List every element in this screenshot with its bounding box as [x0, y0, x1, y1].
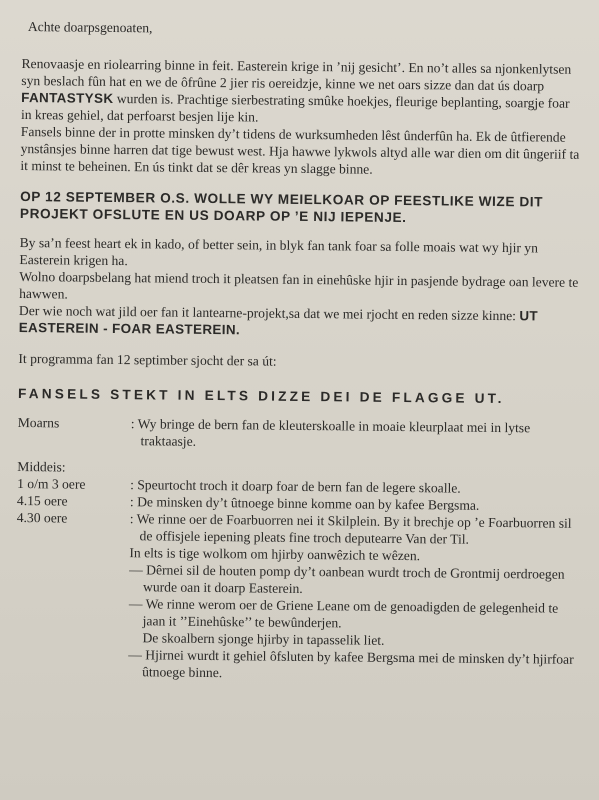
detail-pump: — Dêrnei sil de houten pomp dy’t oanbean wurdt troch de Grontmij oerdroegen wurde oan it doarp Easterein. [129, 562, 565, 596]
flag-heading: FANSELS STEKT IN ELTS DIZZE DEI DE FLAGGE UT. [17, 385, 505, 407]
schedule-label: Middeis: [17, 458, 66, 475]
paragraph-gift: By sa’n feest heart ek in kado, of better sein, in blyk fan tank foar sa folle moais wat wy hjir yn Easterein krigen ha. [19, 234, 539, 269]
announcement-heading: OP 12 SEPTEMBER O.S. WOLLE WY MEIELKOAR OP FEESTLIKE WIZE DIT PROJEKT OFSLUTE EN US DOARP OP ’E NIJ IEPENJE. [19, 188, 544, 226]
schedule-label: 4.30 oere [16, 509, 68, 526]
program-intro: It programma fan 12 septimber sjocht der sa út: [18, 350, 277, 369]
motto-emphasis: UT EASTEREIN - FOAR EASTEREIN. [18, 308, 539, 338]
detail-children-sing: De skoalbern sjonge hjirby in tapasselik liet. [142, 630, 385, 648]
paragraph-renovation-text-a: Renovaasje en riolearring binne in feit. Easterein krige in ’nij gesicht’. En no’t alles sa njonkenlytsen syn beslach fûn hat en we de ôfrûne 2 jier ris oereidzje, kinne we net oars sizze dan dat ús doarp [21, 55, 572, 94]
schedule-text: : Wy bringe de bern fan de kleuterskoalle in moaie kleurplaat mei in lytse traktaasje. [130, 416, 531, 449]
schedule-text: : De minsken dy’t ûtnoege binne komme oan by kafee Bergsma. [129, 494, 480, 513]
welcome-line: In elts is tige wolkom om hjirby oanwêzich te wêzen. [129, 545, 421, 564]
schedule-row-details [15, 543, 576, 685]
schedule-row-t3 [17, 509, 577, 549]
fantastysk-emphasis: FANTASTYSK [21, 89, 114, 106]
schedule-label: 4.15 oere [16, 492, 68, 509]
letter-body [15, 18, 582, 685]
paragraph-lantern [19, 302, 579, 342]
schedule-label: Moarns [17, 414, 60, 431]
detail-closing: — Hjirnei wurdt it gehiel ôfsluten by kafee Bergsma mei de minsken dy’t hjirfoar ûtnoege binne. [128, 647, 574, 681]
detail-walk-back: — We rinne werom oer de Griene Leane om de genoadigden de gelegenheid te jaan it ’’Einehûske’’ te bewûnderjen. [128, 596, 559, 631]
paragraph-renovation [21, 55, 582, 129]
schedule-label: 1 o/m 3 oere [17, 475, 86, 492]
salutation: Achte doarpsgenoaten, [27, 19, 153, 36]
schedule-details [128, 544, 576, 685]
paragraph-lantern-text: Der wie noch wat jild oer fan it lantearne-projekt,sa dat we mei rjocht en reden sizze kinne: [18, 302, 520, 324]
paragraph-renovation-text-b: wurden is. Prachtige sierbestrating smûke hoekjes, fleurige beplanting, soargje foar in kreas gehiel, dat perfoarst besjen lije kin. [20, 90, 570, 125]
paragraph-inconvenience: Fansels binne der in protte minsken dy’t tidens de wurksumheden lêst ûnderfûn ha. Ek de ûtfierende ynstânsjes binne harren dat tige bewust west. Hja hawwe lykwols altyd alle war dien om dit ûngeriif ta it minst te beheinen. En ús tinkt dat se dêr kreas yn slagge binne. [20, 123, 580, 177]
schedule-text: : We rinne oer de Foarbuorren nei it Skilplein. By it brechje op ’e Foarbuorren sil de offisjele iepening pleats fine troch deputearre Van der Til. [129, 511, 572, 547]
paragraph-einehuske: Wolno doarpsbelang hat miend troch it pleatsen fan in einehûske hjir in pasjende bydrage oan levere te hawwen. [19, 268, 579, 302]
schedule-row-morning [17, 414, 577, 454]
schedule-text: : Speurtocht troch it doarp foar de bern fan de legere skoalle. [130, 477, 461, 496]
program-schedule [15, 414, 578, 685]
